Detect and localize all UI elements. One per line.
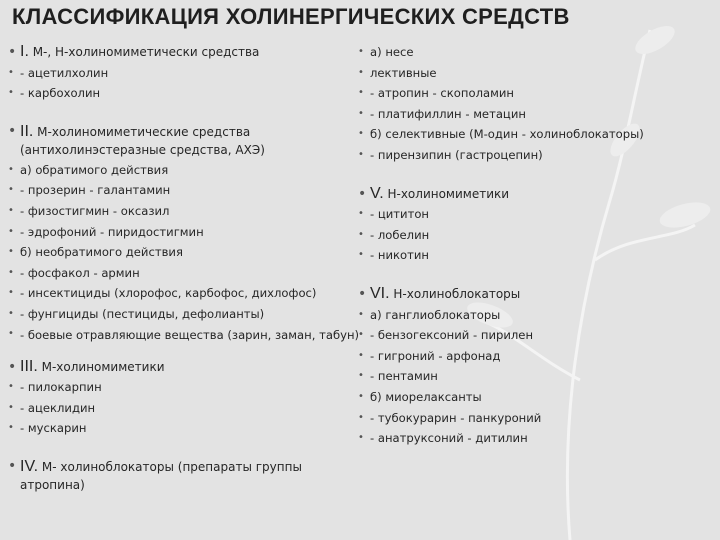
- section-6-number: VI.: [370, 284, 390, 302]
- list-item: • - пентамин: [358, 366, 698, 387]
- section-4-label: М- холиноблокаторы (препараты группы атропина): [20, 459, 302, 492]
- section-2-heading: [8, 122, 360, 160]
- list-item: • - ацеклидин: [8, 398, 360, 419]
- list-item: • - боевые отравляющие вещества (зарин, заман, табун): [8, 325, 360, 345]
- list-item: • - бензогексоний - пирилен: [358, 325, 698, 346]
- section-2-number: II.: [20, 122, 34, 140]
- section-5-heading: [358, 184, 698, 205]
- list-item: • - фунгициды (пестициды, дефолианты): [8, 304, 360, 325]
- list-item: • - прозерин - галантамин: [8, 180, 360, 201]
- section-5-label: Н-холиномиметики: [383, 186, 510, 201]
- list-item: • - карбохолин: [8, 83, 360, 104]
- section-1-number: I.: [20, 43, 29, 60]
- list-item: • - атропин - скополамин: [358, 83, 698, 104]
- list-item: • - пирензипин (гастроцепин): [358, 145, 698, 166]
- list-item: • б) миорелаксанты: [358, 387, 698, 408]
- right-column: [358, 42, 698, 449]
- section-6-label: Н-холиноблокаторы: [389, 286, 521, 301]
- list-item: • - лобелин: [358, 225, 698, 246]
- list-item: • а) несе: [358, 42, 698, 63]
- section-3-number: III.: [20, 357, 38, 375]
- list-item: • а) обратимого действия: [8, 160, 360, 181]
- list-item: • - тубокурарин - панкуроний: [358, 408, 698, 429]
- list-item: • - цититон: [358, 204, 698, 225]
- section-1-heading: [8, 42, 360, 63]
- list-item: • б) необратимого действия: [8, 242, 360, 263]
- section-5-number: V.: [370, 184, 384, 202]
- list-item: • - никотин: [358, 245, 698, 266]
- list-item: • - анатруксоний - дитилин: [358, 428, 698, 449]
- section-4-heading: [8, 457, 360, 495]
- section-4-number: IV.: [20, 457, 39, 475]
- list-item: • - инсектициды (хлорофос, карбофос, дихлофос): [8, 283, 360, 304]
- page-title: КЛАССИФИКАЦИЯ ХОЛИНЕРГИЧЕСКИХ СРЕДСТВ: [12, 4, 570, 29]
- list-item: • а) ганглиоблокаторы: [358, 305, 698, 326]
- list-item: • - ацетилхолин: [8, 63, 360, 84]
- list-item: • - пилокарпин: [8, 377, 360, 398]
- list-item: • лективные: [358, 63, 698, 84]
- section-3-heading: [8, 357, 360, 378]
- list-item: • - физостигмин - оксазил: [8, 201, 360, 222]
- section-3-label: М-холиномиметики: [37, 359, 165, 374]
- section-1-label: М-, Н-холиномиметически средства: [28, 45, 260, 59]
- list-item: • - платифиллин - метацин: [358, 104, 698, 125]
- list-item: • б) селективные (М-один - холиноблокаторы): [358, 124, 698, 145]
- section-6-heading: [358, 284, 698, 305]
- list-item: • - эдрофоний - пиридостигмин: [8, 222, 360, 243]
- list-item: • - фосфакол - армин: [8, 263, 360, 284]
- list-item: • - мускарин: [8, 418, 360, 439]
- section-2-label: М-холиномиметические средства (антихолинэстеразные средства, АХЭ): [20, 124, 265, 157]
- list-item: • - гигроний - арфонад: [358, 346, 698, 367]
- left-column: [8, 42, 360, 495]
